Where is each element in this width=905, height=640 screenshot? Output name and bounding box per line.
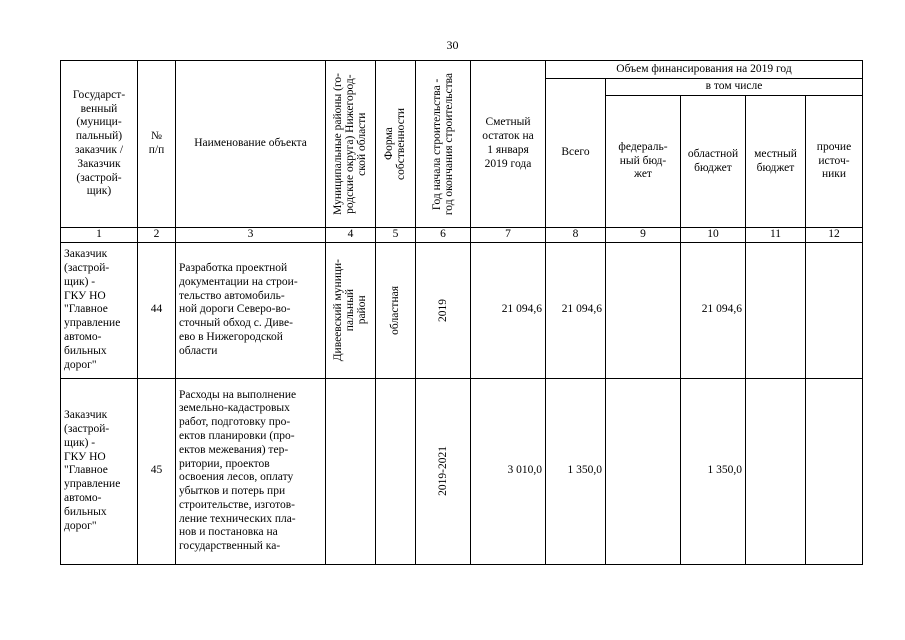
colnum-2: 2 (138, 228, 176, 243)
header-object-name: Наименование объекта (176, 61, 326, 228)
row-years (416, 242, 471, 378)
colnum-8: 8 (546, 228, 606, 243)
row-ownership (376, 378, 416, 564)
colnum-7: 7 (471, 228, 546, 243)
header-customer: Государст- венный (муници- пальный) заказчик / Заказчик (застрой- щик) (61, 61, 138, 228)
header-total: Всего (546, 79, 606, 228)
row-object-name: Разработка проектной документации на строи- тельство автомобиль- ной дороги Северо-во- сточный обход с. Диве- ево в Нижегородской области (176, 242, 326, 378)
row-balance: 3 010,0 (471, 378, 546, 564)
row-other (806, 242, 863, 378)
row-balance: 21 094,6 (471, 242, 546, 378)
row-local (746, 242, 806, 378)
financing-table (60, 60, 863, 565)
row-years (416, 378, 471, 564)
colnum-5: 5 (376, 228, 416, 243)
colnum-4: 4 (326, 228, 376, 243)
header-ownership (376, 61, 416, 228)
header-including: в том числе (606, 79, 863, 96)
table-row (61, 378, 863, 564)
header-ownership-text: Форма собственности (383, 108, 408, 180)
header-num: № п/п (138, 61, 176, 228)
row-ownership-text: областная (389, 285, 402, 335)
page-number: 30 (446, 38, 459, 52)
row-num: 45 (138, 378, 176, 564)
row-total: 1 350,0 (546, 378, 606, 564)
row-local (746, 378, 806, 564)
header-regional: областной бюджет (681, 96, 746, 228)
table-row (61, 242, 863, 378)
header-row-1 (61, 61, 863, 79)
row-regional: 1 350,0 (681, 378, 746, 564)
colnum-12: 12 (806, 228, 863, 243)
row-regional: 21 094,6 (681, 242, 746, 378)
header-districts (326, 61, 376, 228)
row-years-text: 2019 (436, 298, 449, 322)
header-other: прочие источ- ники (806, 96, 863, 228)
column-numbers-row (61, 228, 863, 243)
colnum-10: 10 (681, 228, 746, 243)
header-districts-text: Муниципальные районы (го- родские округа) Нижегород- ской области (332, 73, 369, 215)
row-other (806, 378, 863, 564)
header-years-text: Год начала строительства - год окончания строительства (430, 72, 455, 216)
colnum-3: 3 (176, 228, 326, 243)
row-district-text: Дивеевский муници- пальный район (332, 259, 369, 362)
colnum-9: 9 (606, 228, 681, 243)
row-num: 44 (138, 242, 176, 378)
row-ownership (376, 242, 416, 378)
row-customer: Заказчик (застрой- щик) - ГКУ НО "Главное управление автомо- бильных дорог" (61, 378, 138, 564)
row-federal (606, 242, 681, 378)
row-object-name: Расходы на выполнение земельно-кадастровых работ, подготовку про- ектов планировки (про- ектов межевания) тер- ритории, проектов освоения лесов, оплату убытков и потерь при строительстве, изготов- ление технических пла- нов и постановка на государственный ка- (176, 378, 326, 564)
row-federal (606, 378, 681, 564)
header-federal: федераль- ный бюд- жет (606, 96, 681, 228)
row-customer: Заказчик (застрой- щик) - ГКУ НО "Главное управление автомо- бильных дорог" (61, 242, 138, 378)
row-district (326, 242, 376, 378)
row-district (326, 378, 376, 564)
header-funding-title: Объем финансирования на 2019 год (546, 61, 863, 79)
row-total: 21 094,6 (546, 242, 606, 378)
header-local: местный бюджет (746, 96, 806, 228)
colnum-6: 6 (416, 228, 471, 243)
header-balance: Сметный остаток на 1 января 2019 года (471, 61, 546, 228)
row-years-text: 2019-2021 (436, 446, 449, 497)
colnum-1: 1 (61, 228, 138, 243)
colnum-11: 11 (746, 228, 806, 243)
header-years (416, 61, 471, 228)
